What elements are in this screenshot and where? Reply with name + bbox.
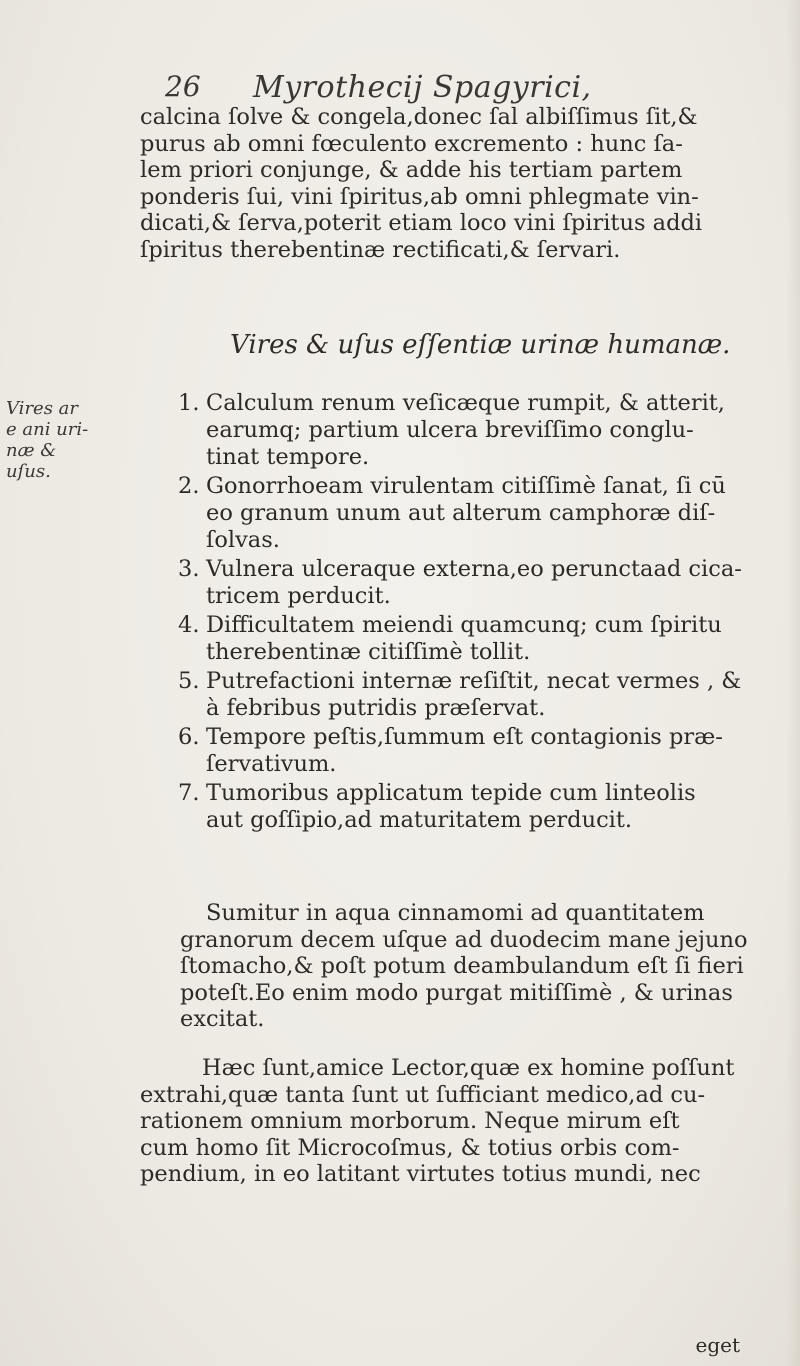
item-number: 1. — [178, 390, 200, 416]
item-number: 7. — [178, 780, 200, 806]
list-item — [178, 724, 778, 778]
margin-note-line: næ & — [6, 440, 57, 461]
text-line: Sumitur in aqua cinnamomi ad quantitatem — [206, 900, 705, 926]
text-line: tinat tempore. — [206, 444, 370, 470]
list-item — [178, 473, 778, 554]
item-number: 2. — [178, 473, 200, 499]
list-item — [178, 612, 778, 666]
text-line: à febribus putridis præſervat. — [206, 695, 546, 721]
text-line: Vulnera ulceraque externa,eo perunctaad cica- — [206, 556, 742, 582]
text-line: extrahi,quæ tanta ſunt ut ſufficiant medico,ad cu- — [140, 1081, 706, 1108]
text-line: cum homo ſit Microcoſmus, & totius orbis com- — [140, 1134, 680, 1161]
closing-paragraph — [140, 1055, 780, 1188]
text-line: Calculum renum veſicæque rumpit, & atterit, — [206, 390, 725, 416]
text-line: pendium, in eo latitant virtutes totius mundi, nec — [140, 1161, 701, 1187]
list-item — [178, 668, 778, 722]
intro-paragraph — [140, 104, 780, 263]
page-edge-shadow — [786, 0, 800, 1366]
item-number: 6. — [178, 724, 200, 750]
text-line: ſtomacho,& poſt potum deambulandum eſt ſi fieri — [180, 953, 744, 979]
text-line: lem priori conjunge, & adde his tertiam partem — [140, 157, 683, 183]
item-number: 3. — [178, 556, 200, 582]
text-line: ponderis ſui, vini ſpiritus,ab omni phlegmate vin- — [140, 183, 699, 210]
text-line: excitat. — [180, 1006, 265, 1032]
text-line: purus ab omni fœculento excremento : hunc ſa- — [140, 130, 683, 157]
margin-note-line: Vires ar — [6, 398, 78, 419]
running-title: Myrothecij Spagyrici, — [253, 70, 592, 105]
dosage-paragraph — [180, 900, 780, 1033]
text-line: ſolvas. — [206, 527, 280, 553]
margin-note-line: e ani uri- — [6, 419, 89, 440]
section-heading: Vires & uſus eſſentiæ urinæ humanæ. — [230, 330, 731, 360]
text-line: aut goſſipio,ad maturitatem perducit. — [206, 807, 633, 833]
item-number: 4. — [178, 612, 200, 638]
list-item — [178, 780, 778, 834]
list-item — [178, 556, 778, 610]
list-item — [178, 390, 778, 471]
item-number: 5. — [178, 668, 200, 694]
text-line: Tumoribus applicatum tepide cum linteolis — [206, 780, 696, 806]
text-line: Difficultatem meiendi quamcunq; cum ſpiritu — [206, 612, 722, 638]
text-line: therebentinæ citiſſimè tollit. — [206, 639, 531, 665]
margin-note — [6, 398, 96, 482]
margin-note-line: uſus. — [6, 461, 51, 482]
text-line: tricem perducit. — [206, 583, 391, 609]
text-line: ſpiritus therebentinæ rectificati,& ſervari. — [140, 236, 621, 263]
text-line: earumq; partium ulcera breviſſimo conglu- — [206, 417, 694, 443]
text-line: ſervativum. — [206, 751, 337, 777]
page-number: 26 — [165, 70, 201, 103]
text-line: Tempore peſtis,ſummum eſt contagionis præ- — [206, 724, 723, 750]
virtues-list — [178, 390, 778, 836]
text-line: Hæc ſunt,amice Lector,quæ ex homine poſſunt — [202, 1055, 735, 1081]
text-line: granorum decem uſque ad duodecim mane jejuno — [180, 926, 748, 953]
text-line: dicati,& ſerva,poterit etiam loco vini ſpiritus addi — [140, 210, 703, 236]
text-line: calcina ſolve & congela,donec ſal albiſſimus ſit,& — [140, 104, 698, 130]
text-line: poteſt.Eo enim modo purgat mitiſſimè , & urinas — [180, 979, 733, 1006]
catchword: eget — [695, 1333, 740, 1357]
text-line: eo granum unum aut alterum camphoræ diſ- — [206, 500, 716, 526]
text-line: rationem omnium morborum. Neque mirum eſt — [140, 1108, 680, 1134]
text-line: Putrefactioni internæ reſiſtit, necat vermes , & — [206, 668, 742, 694]
text-line: Gonorrhoeam virulentam citiſſimè ſanat, ſi cū — [206, 473, 726, 499]
